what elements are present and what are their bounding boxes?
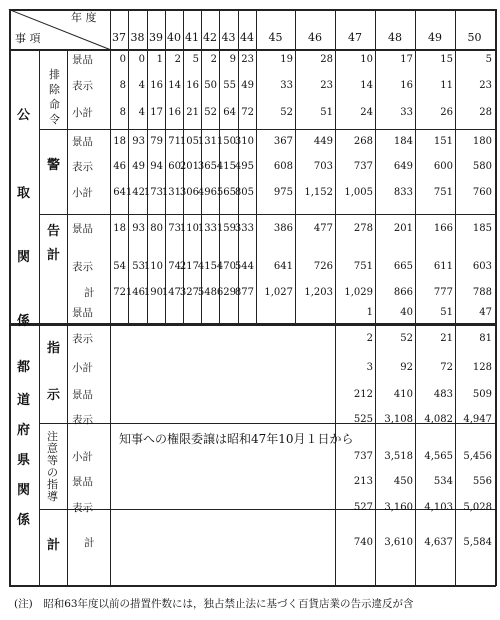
data-cell: 365 xyxy=(197,161,217,172)
delegation-note: 知事への権限委譲は昭和47年10月１日から xyxy=(119,432,354,446)
row-label: 小計 xyxy=(72,107,93,119)
data-cell: 611 xyxy=(433,261,453,272)
data-cell: 608 xyxy=(273,161,293,172)
data-cell: 556 xyxy=(472,476,492,487)
data-cell: 19 xyxy=(280,54,293,65)
row-label: 景品 xyxy=(72,223,93,235)
data-cell: 415 xyxy=(216,161,236,172)
data-cell: 751 xyxy=(433,187,453,198)
data-cell: 51 xyxy=(440,307,453,318)
data-cell: 28 xyxy=(479,107,492,118)
year-header: 40 xyxy=(167,31,181,44)
data-cell: 470 xyxy=(216,261,236,272)
data-cell: 128 xyxy=(472,362,492,373)
row-label: 景品 xyxy=(72,136,93,148)
data-cell: 278 xyxy=(353,223,373,234)
data-cell: 21 xyxy=(440,333,453,344)
data-cell: 146 xyxy=(125,287,145,298)
data-cell: 649 xyxy=(393,161,413,172)
year-header: 45 xyxy=(268,31,283,44)
data-cell: 477 xyxy=(313,223,333,234)
category-haijo: 令 xyxy=(49,113,60,126)
data-cell: 2 xyxy=(210,54,217,65)
data-cell: 534 xyxy=(433,476,453,487)
row-label: 小計 xyxy=(72,362,93,374)
data-cell: 268 xyxy=(353,136,373,147)
row-label: 景品 xyxy=(72,476,93,488)
data-cell: 16 xyxy=(168,107,181,118)
data-cell: 565 xyxy=(216,187,236,198)
header-tick xyxy=(219,9,220,15)
data-cell: 212 xyxy=(353,389,373,400)
data-cell: 306 xyxy=(179,187,199,198)
group-label-todofuken: 府 xyxy=(17,423,31,438)
data-cell: 64 xyxy=(223,107,236,118)
year-header: 44 xyxy=(240,31,254,44)
data-cell: 495 xyxy=(234,161,254,172)
data-cell: 3,610 xyxy=(384,537,413,548)
data-cell: 740 xyxy=(353,537,373,548)
data-cell: 24 xyxy=(360,107,373,118)
category-haijo: 除 xyxy=(49,83,60,96)
group-label-todofuken: 県 xyxy=(17,453,31,468)
year-header: 49 xyxy=(428,31,442,44)
data-cell: 46 xyxy=(113,161,126,172)
data-cell: 64 xyxy=(113,187,126,198)
data-cell: 23 xyxy=(320,80,333,91)
data-cell: 3 xyxy=(366,362,373,373)
year-header: 48 xyxy=(388,31,402,44)
category-haijo: 命 xyxy=(49,98,60,111)
year-col-divider xyxy=(128,9,129,323)
data-cell: 15 xyxy=(440,54,453,65)
data-cell: 483 xyxy=(433,389,453,400)
row-label: 表示 xyxy=(72,333,93,345)
year-header: 47 xyxy=(348,31,362,44)
data-cell: 49 xyxy=(241,80,254,91)
year-header: 43 xyxy=(221,31,236,44)
data-cell: 333 xyxy=(234,223,254,234)
year-header: 41 xyxy=(185,31,199,44)
data-cell: 527 xyxy=(353,502,373,513)
data-cell: 28 xyxy=(320,54,333,65)
data-cell: 4,082 xyxy=(424,414,453,425)
group-col-divider xyxy=(39,50,40,586)
data-cell: 166 xyxy=(433,223,453,234)
data-cell: 17 xyxy=(150,107,163,118)
data-cell: 4 xyxy=(138,80,145,91)
data-cell: 180 xyxy=(472,136,492,147)
data-cell: 72 xyxy=(440,362,453,373)
data-cell: 0 xyxy=(138,54,145,65)
data-cell: 327 xyxy=(179,287,199,298)
data-cell: 1 xyxy=(366,307,373,318)
header-tick xyxy=(295,9,296,15)
row-label: 景品 xyxy=(72,307,93,319)
row-label: 表示 xyxy=(72,261,93,273)
category-col-divider xyxy=(67,50,68,586)
data-cell: 94 xyxy=(150,161,163,172)
data-cell: 833 xyxy=(393,187,413,198)
data-cell: 217 xyxy=(179,261,199,272)
data-cell: 93 xyxy=(132,136,145,147)
category-chuui: 指 xyxy=(47,478,58,491)
data-cell: 866 xyxy=(393,287,413,298)
data-cell: 4,565 xyxy=(424,451,453,462)
data-cell: 79 xyxy=(150,136,163,147)
data-cell: 4 xyxy=(138,107,145,118)
header-tick xyxy=(256,9,257,15)
data-cell: 4,103 xyxy=(424,502,453,513)
category-shiji: 示 xyxy=(47,388,61,403)
data-cell: 3,160 xyxy=(384,502,413,513)
data-cell: 629 xyxy=(216,287,236,298)
row-label: 小計 xyxy=(72,451,93,463)
data-cell: 2 xyxy=(366,333,373,344)
data-cell: 386 xyxy=(273,223,293,234)
data-cell: 1 xyxy=(156,54,163,65)
data-cell: 201 xyxy=(179,161,199,172)
data-cell: 142 xyxy=(125,187,145,198)
data-cell: 777 xyxy=(433,287,453,298)
statistics-table xyxy=(9,9,496,586)
data-cell: 410 xyxy=(393,389,413,400)
data-cell: 33 xyxy=(400,107,413,118)
row-label: 表示 xyxy=(72,414,93,426)
year-col-divider xyxy=(415,9,416,586)
data-cell: 52 xyxy=(400,333,413,344)
header-divider xyxy=(9,49,496,51)
row-divider xyxy=(39,214,496,215)
data-cell: 201 xyxy=(393,223,413,234)
data-cell: 105 xyxy=(179,136,199,147)
data-cell: 641 xyxy=(273,261,293,272)
data-cell: 150 xyxy=(216,136,236,147)
header-tick xyxy=(201,9,202,15)
data-cell: 975 xyxy=(273,187,293,198)
data-cell: 751 xyxy=(353,261,373,272)
year-header: 50 xyxy=(467,31,482,44)
data-cell: 3,518 xyxy=(384,451,413,462)
data-cell: 367 xyxy=(273,136,293,147)
data-cell: 11 xyxy=(440,80,453,91)
data-cell: 53 xyxy=(132,261,145,272)
data-cell: 16 xyxy=(150,80,163,91)
row-label: 小計 xyxy=(72,187,93,199)
category-kei: 計 xyxy=(47,248,61,263)
data-cell: 49 xyxy=(132,161,145,172)
year-col-divider xyxy=(335,9,336,586)
data-cell: 51 xyxy=(320,107,333,118)
data-cell: 110 xyxy=(179,223,199,234)
data-cell: 23 xyxy=(241,54,254,65)
year-header: 46 xyxy=(308,31,322,44)
data-cell: 726 xyxy=(313,261,333,272)
data-cell: 4,637 xyxy=(424,537,453,548)
data-cell: 33 xyxy=(280,80,293,91)
year-col-divider xyxy=(256,9,257,323)
data-cell: 80 xyxy=(150,223,163,234)
data-cell: 509 xyxy=(472,389,492,400)
data-cell: 8 xyxy=(119,107,126,118)
row-label: 景品 xyxy=(72,54,93,66)
data-cell: 3,108 xyxy=(384,414,413,425)
data-cell: 40 xyxy=(400,307,413,318)
data-cell: 496 xyxy=(197,187,217,198)
data-cell: 9 xyxy=(229,54,236,65)
data-cell: 580 xyxy=(472,161,492,172)
header-jikou: 事 項 xyxy=(15,32,41,45)
label-col-divider xyxy=(110,9,111,586)
table-border-bottom xyxy=(9,585,496,587)
row-label: 景品 xyxy=(72,389,93,401)
data-cell: 525 xyxy=(353,414,373,425)
data-cell: 54 xyxy=(113,261,126,272)
group-label-kotori: 公 xyxy=(17,108,31,123)
data-cell: 92 xyxy=(400,362,413,373)
section-divider xyxy=(9,323,496,326)
data-cell: 4,947 xyxy=(463,414,492,425)
data-cell: 16 xyxy=(186,80,199,91)
data-cell: 1,152 xyxy=(304,187,333,198)
data-cell: 147 xyxy=(161,287,181,298)
data-cell: 131 xyxy=(161,187,181,198)
data-cell: 14 xyxy=(360,80,373,91)
data-cell: 93 xyxy=(132,223,145,234)
category-kei2: 計 xyxy=(47,538,61,553)
footnote: (注) 昭和63年度以前の措置件数には，独占禁止法に基づく百貨店業の告示違反が含 xyxy=(14,598,414,610)
data-cell: 14 xyxy=(168,80,181,91)
data-cell: 1,203 xyxy=(304,287,333,298)
data-cell: 81 xyxy=(479,333,492,344)
group-label-kotori: 取 xyxy=(17,186,31,201)
row-label: 計 xyxy=(84,537,95,549)
category-haijo: 排 xyxy=(49,68,60,81)
data-cell: 72 xyxy=(241,107,254,118)
group-label-kotori: 関 xyxy=(17,250,31,265)
group-label-todofuken: 都 xyxy=(17,360,31,375)
data-cell: 2 xyxy=(174,54,181,65)
header-tick xyxy=(238,9,239,15)
data-cell: 73 xyxy=(168,223,181,234)
category-shiji: 指 xyxy=(47,341,61,356)
data-cell: 71 xyxy=(168,136,181,147)
category-chuui: 注 xyxy=(47,430,58,443)
row-label: 計 xyxy=(84,287,95,299)
data-cell: 17 xyxy=(400,54,413,65)
data-cell: 74 xyxy=(168,261,181,272)
table-border-right xyxy=(495,9,497,586)
data-cell: 548 xyxy=(197,287,217,298)
data-cell: 5,028 xyxy=(463,502,492,513)
data-cell: 703 xyxy=(313,161,333,172)
data-cell: 60 xyxy=(168,161,181,172)
data-cell: 18 xyxy=(113,223,126,234)
data-cell: 21 xyxy=(186,107,199,118)
row-label: 表示 xyxy=(72,80,93,92)
data-cell: 1,029 xyxy=(344,287,373,298)
data-cell: 173 xyxy=(143,187,163,198)
data-cell: 23 xyxy=(479,80,492,91)
data-cell: 50 xyxy=(204,80,217,91)
data-cell: 184 xyxy=(393,136,413,147)
year-col-divider xyxy=(147,9,148,323)
category-chuui: の xyxy=(47,466,58,479)
year-col-divider xyxy=(375,9,376,586)
data-cell: 877 xyxy=(234,287,254,298)
data-cell: 47 xyxy=(479,307,492,318)
data-cell: 72 xyxy=(113,287,126,298)
year-header: 39 xyxy=(149,31,163,44)
data-cell: 415 xyxy=(197,261,217,272)
data-cell: 737 xyxy=(353,161,373,172)
data-cell: 52 xyxy=(204,107,217,118)
data-cell: 151 xyxy=(433,136,453,147)
data-cell: 1,027 xyxy=(264,287,293,298)
year-header: 38 xyxy=(130,31,145,44)
data-cell: 131 xyxy=(197,136,217,147)
data-cell: 5,584 xyxy=(463,537,492,548)
data-cell: 5 xyxy=(485,54,492,65)
data-cell: 52 xyxy=(280,107,293,118)
group-label-todofuken: 道 xyxy=(17,393,31,408)
data-cell: 190 xyxy=(143,287,163,298)
year-header: 37 xyxy=(112,31,126,44)
group-label-todofuken: 関 xyxy=(17,483,31,498)
data-cell: 5 xyxy=(192,54,199,65)
group-label-kotori: 係 xyxy=(17,314,31,329)
data-cell: 603 xyxy=(472,261,492,272)
category-chuui: 導 xyxy=(47,490,58,503)
data-cell: 8 xyxy=(119,80,126,91)
data-cell: 110 xyxy=(143,261,163,272)
category-keikoku: 告 xyxy=(47,224,61,239)
data-cell: 26 xyxy=(440,107,453,118)
table-border-left xyxy=(9,9,11,586)
data-cell: 544 xyxy=(234,261,254,272)
category-keikoku: 警 xyxy=(47,158,61,173)
data-cell: 5,456 xyxy=(463,451,492,462)
data-cell: 760 xyxy=(472,187,492,198)
data-cell: 1,005 xyxy=(344,187,373,198)
row-divider xyxy=(39,129,496,130)
data-cell: 0 xyxy=(119,54,126,65)
data-cell: 449 xyxy=(313,136,333,147)
category-chuui: 等 xyxy=(47,454,58,467)
header-nendo: 年 度 xyxy=(71,11,97,24)
data-cell: 665 xyxy=(393,261,413,272)
data-cell: 55 xyxy=(223,80,236,91)
group-label-todofuken: 係 xyxy=(17,513,31,528)
data-cell: 159 xyxy=(216,223,236,234)
data-cell: 213 xyxy=(353,476,373,487)
data-cell: 310 xyxy=(234,136,254,147)
data-cell: 450 xyxy=(393,476,413,487)
year-header: 42 xyxy=(203,31,217,44)
data-cell: 185 xyxy=(472,223,492,234)
year-col-divider xyxy=(165,9,166,323)
data-cell: 10 xyxy=(360,54,373,65)
data-cell: 600 xyxy=(433,161,453,172)
category-chuui: 意 xyxy=(47,442,58,455)
row-label: 表示 xyxy=(72,502,93,514)
year-col-divider xyxy=(455,9,456,586)
data-cell: 133 xyxy=(197,223,217,234)
data-cell: 16 xyxy=(400,80,413,91)
data-cell: 805 xyxy=(234,187,254,198)
data-cell: 737 xyxy=(353,451,373,462)
year-col-divider xyxy=(295,9,296,323)
data-cell: 18 xyxy=(113,136,126,147)
row-label: 表示 xyxy=(72,161,93,173)
data-cell: 788 xyxy=(472,287,492,298)
